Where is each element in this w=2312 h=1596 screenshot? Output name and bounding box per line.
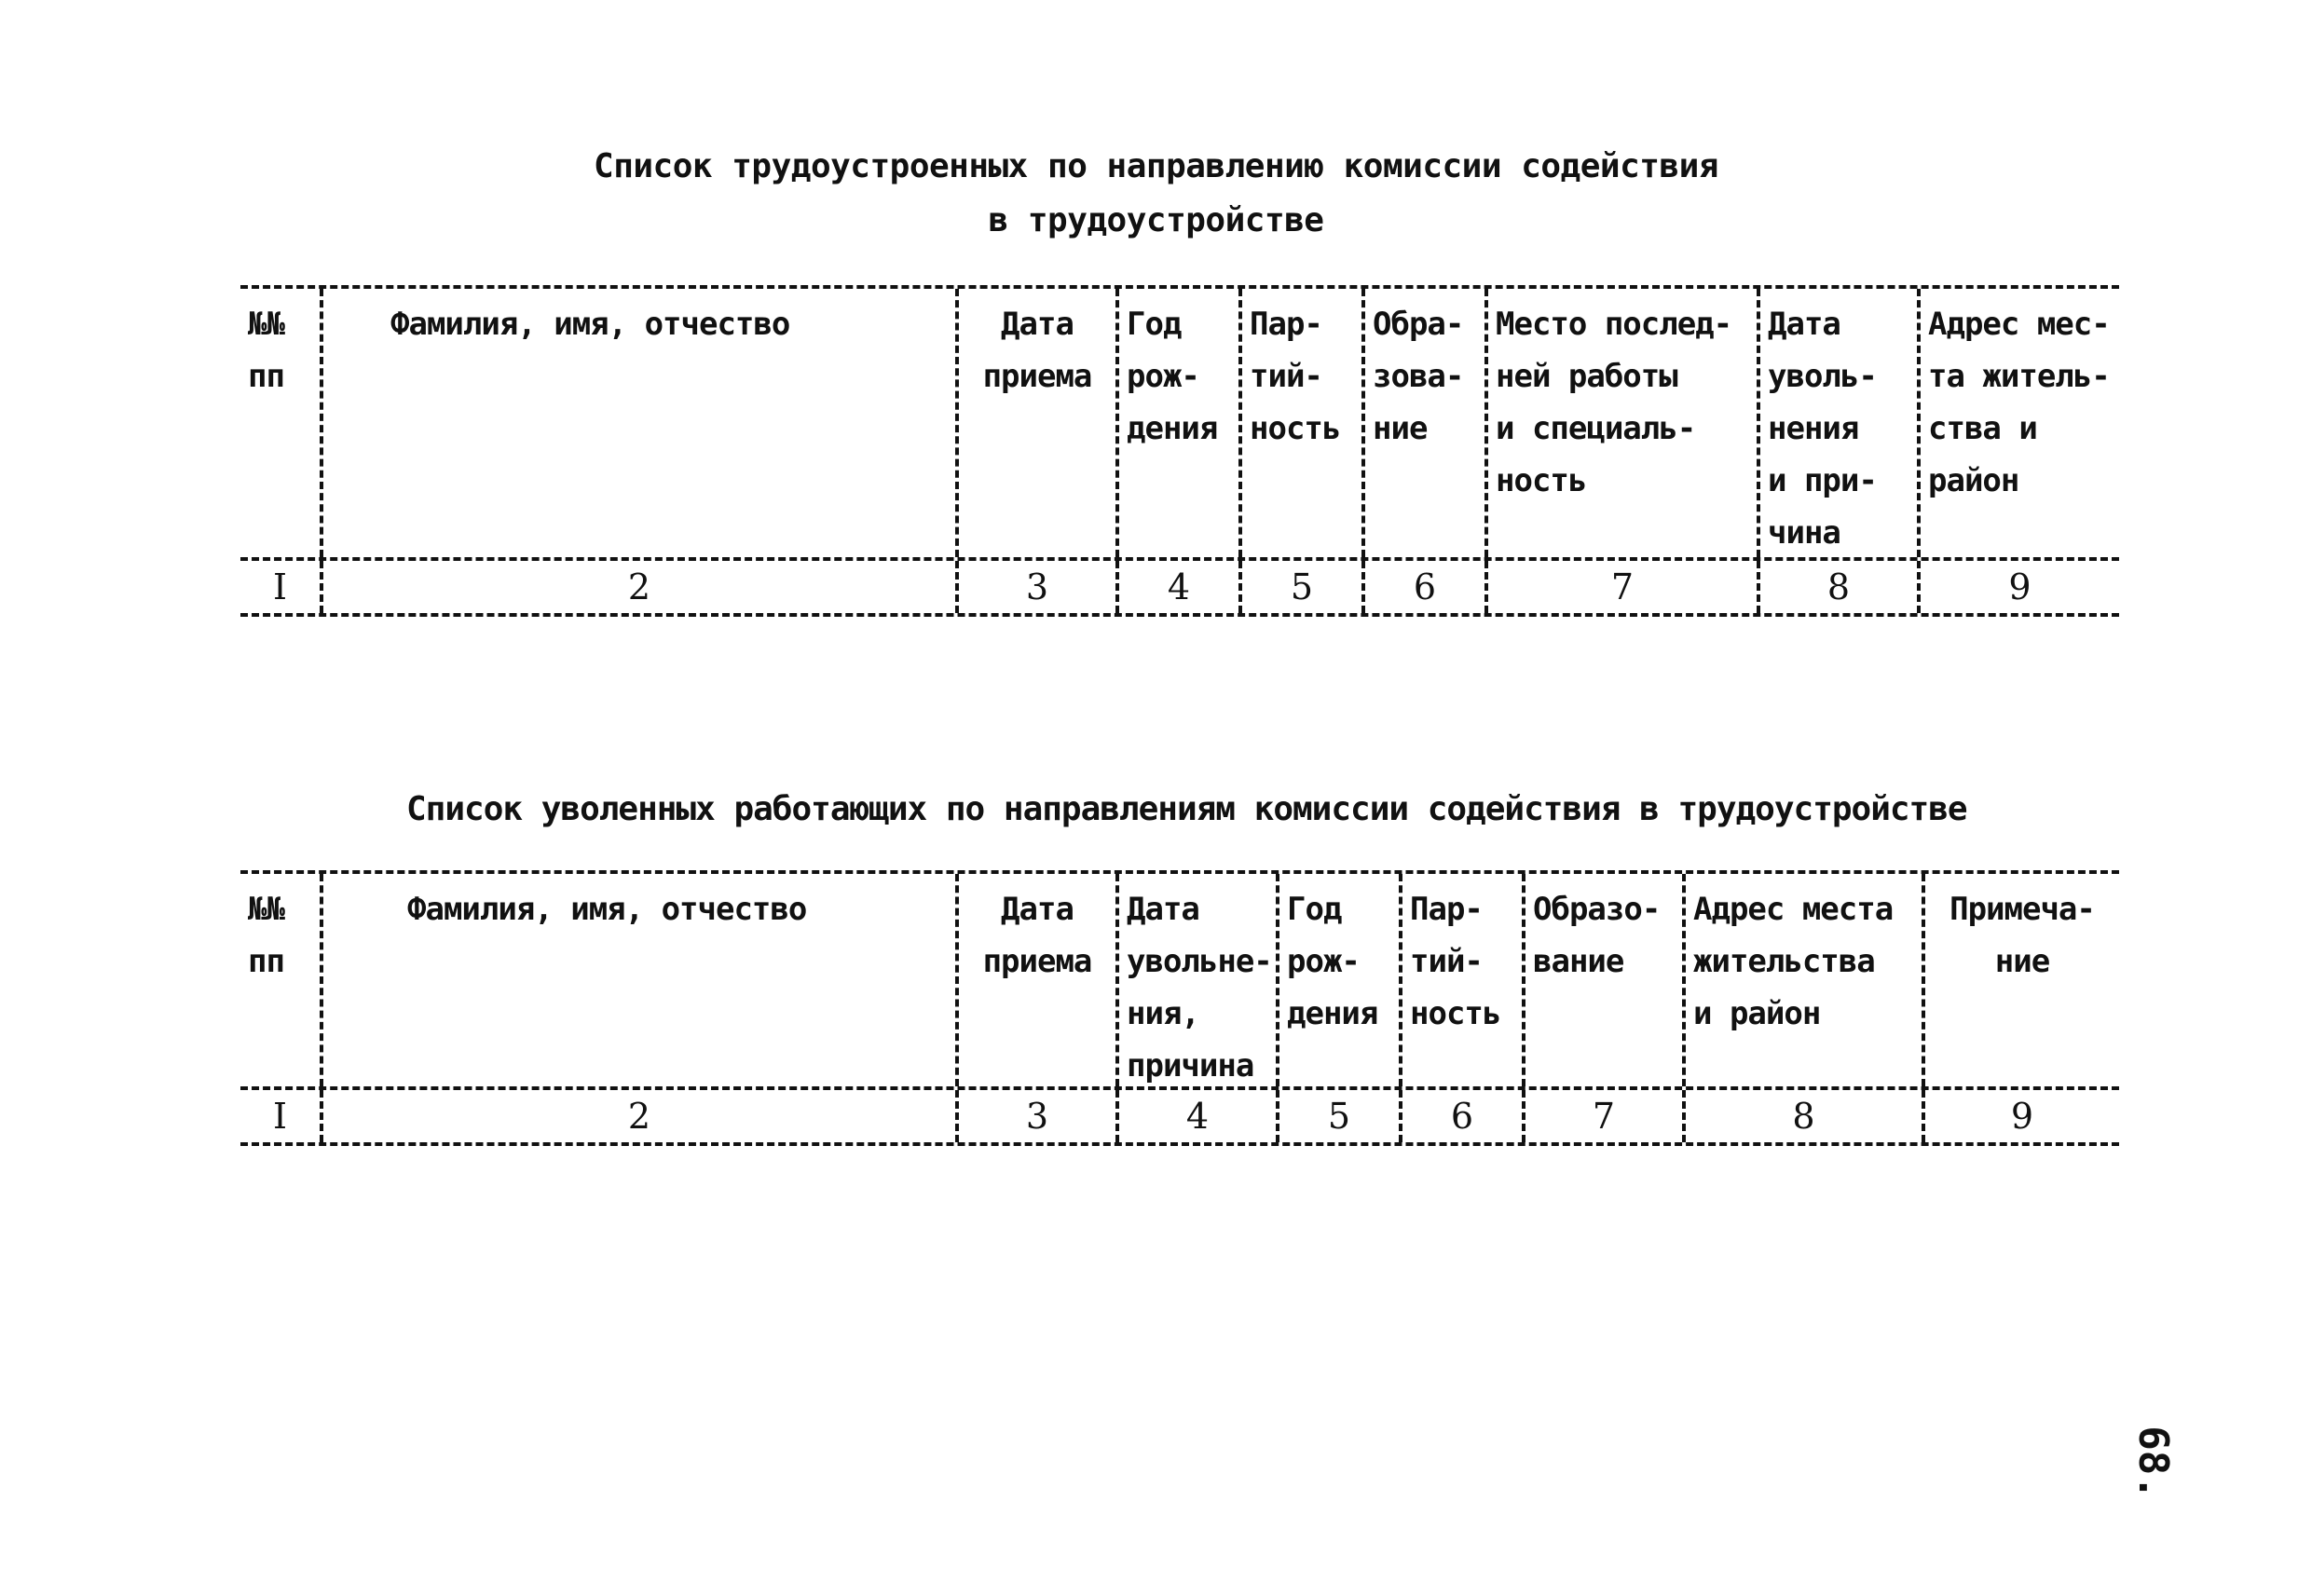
- table1-col-number: 3: [955, 561, 1115, 613]
- table2-col-number: 5: [1276, 1090, 1399, 1142]
- table1-number-row: [240, 561, 2119, 617]
- table1-header-address: Адрес мес- та житель- ства и район: [1917, 289, 2119, 557]
- table1-header-name: Фамилия, имя, отчество: [320, 289, 955, 557]
- table1-col-number: 5: [1238, 561, 1361, 613]
- table2-header-party: Пар- тий- ность: [1399, 874, 1522, 1086]
- table1-header-education: Обра- зова- ние: [1361, 289, 1484, 557]
- table2-col-number: 9: [1922, 1090, 2119, 1142]
- table1-col-number: I: [272, 566, 287, 607]
- table2-col-number: 4: [1115, 1090, 1276, 1142]
- table1-col-number: 9: [1917, 561, 2119, 613]
- table1-header-last-job: Место послед- ней работы и специаль- ность: [1484, 289, 1757, 557]
- table1: [240, 285, 2119, 617]
- table2-header-name: Фамилия, имя, отчество: [320, 874, 955, 1086]
- table1-title-line1: Список трудоустроенных по направлению комиссии содействия: [594, 147, 1718, 185]
- table1-col-number: 7: [1484, 561, 1757, 613]
- table1-col-number: 8: [1757, 561, 1917, 613]
- table2-header-number: №№ пп: [248, 891, 284, 980]
- table2-header-birth-year: Год рож- дения: [1276, 874, 1399, 1086]
- table2-header-dismissal: Дата увольне- ния, причина: [1115, 874, 1276, 1086]
- table2-col-number: 8: [1682, 1090, 1922, 1142]
- table1-title-line2: в трудоустройстве: [988, 201, 1324, 239]
- table1-header-party: Пар- тий- ность: [1238, 289, 1361, 557]
- table2: [240, 870, 2119, 1146]
- page-number: 68.: [2129, 1425, 2177, 1500]
- table2-header-row: [240, 874, 2119, 1090]
- table1-header-birth-year: Год рож- дения: [1115, 289, 1238, 557]
- table2-col-number: 7: [1522, 1090, 1682, 1142]
- table2-col-number: 3: [955, 1090, 1115, 1142]
- table2-col-number: I: [272, 1096, 287, 1137]
- table2-title: Список уволенных работающих по направлениям комиссии содействия в трудоустройстве: [406, 790, 1967, 828]
- table2-header-address: Адрес места жительства и район: [1682, 874, 1922, 1086]
- table1-header-dismissal: Дата уволь- нения и при- чина: [1757, 289, 1917, 557]
- table2-col-number: 6: [1399, 1090, 1522, 1142]
- table1-header-number: №№ пп: [248, 306, 284, 395]
- table1-col-number: 4: [1115, 561, 1238, 613]
- table1-col-number: 2: [320, 561, 955, 613]
- table2-header-hire-date: Дата приема: [955, 874, 1115, 1086]
- table2-header-note: Примеча- ние: [1922, 874, 2119, 1086]
- table2-number-row: [240, 1090, 2119, 1146]
- table1-header-hire-date: Дата приема: [955, 289, 1115, 557]
- table1-header-row: [240, 289, 2119, 561]
- table1-col-number: 6: [1361, 561, 1484, 613]
- table2-col-number: 2: [320, 1090, 955, 1142]
- table2-header-education: Образо- вание: [1522, 874, 1682, 1086]
